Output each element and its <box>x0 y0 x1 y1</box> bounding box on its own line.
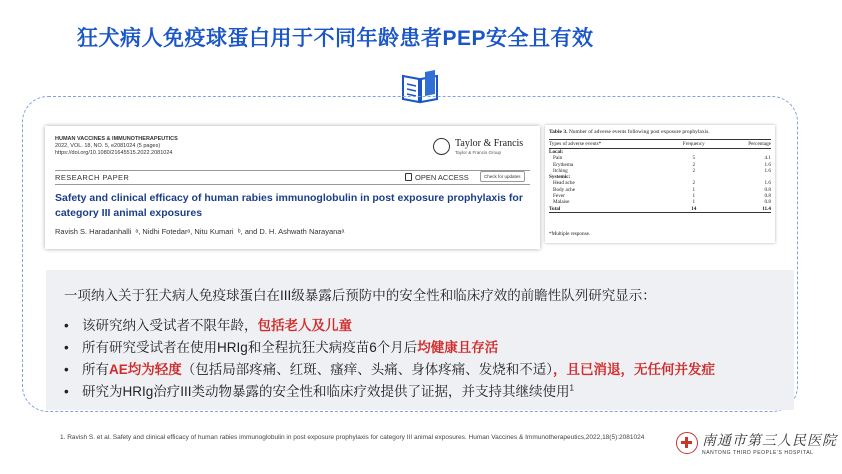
table-cell <box>719 149 771 156</box>
journal-issue: 2022, VOL. 18, NO. 5, e2081024 (5 pages) <box>55 143 161 149</box>
slide-title: 狂犬病人免疫球蛋白用于不同年龄患者PEP安全且有效 <box>77 27 594 50</box>
table-cell: 2 <box>692 167 696 174</box>
table-cell: Head ache <box>553 180 575 187</box>
divider <box>55 184 530 185</box>
table-note: *Multiple response. <box>549 231 591 237</box>
paper-authors: Ravish S. Haradanhalli ᵃ, Nidhi Fotedarᵃ, Nitu Kumari ᵇ, and D. H. Ashwath Narayanaᵃ <box>55 227 345 236</box>
table-cell: Systemic: <box>549 174 571 181</box>
table-cell: 14 <box>669 206 719 213</box>
table-cell: 2 <box>692 180 696 187</box>
bullet-icon: • <box>64 340 69 355</box>
table-cell: 1.6 <box>764 180 771 187</box>
bullet-emphasis: AE均为轻度 <box>109 362 182 377</box>
table-cell: Body ache <box>553 186 576 193</box>
bullet-emphasis: ，且已消退，无任何并发症 <box>553 362 716 377</box>
table-cell: Erythema <box>553 161 574 168</box>
open-access-label <box>405 173 469 182</box>
table-cell: Itching <box>553 167 568 174</box>
table-cell: 1.6 <box>764 161 771 168</box>
publisher-sub: Taylor & Francis Group <box>455 150 502 155</box>
adverse-events-table <box>545 125 775 243</box>
table-cell: Pain <box>553 155 563 162</box>
table-cell: Malaise <box>553 199 570 206</box>
table-caption <box>549 129 710 135</box>
table-row <box>549 149 771 156</box>
table-cell: 2 <box>692 161 696 168</box>
bullet-icon: • <box>64 318 69 333</box>
bullet-emphasis: 均健康且存活 <box>417 340 499 355</box>
table-cell: 1 <box>692 186 696 193</box>
table-cell: 11.4 <box>719 206 771 213</box>
article-type: RESEARCH PAPER <box>55 173 130 182</box>
hospital-logo <box>676 430 836 462</box>
journal-info <box>55 136 178 157</box>
list-item <box>64 336 498 356</box>
table-cell: 5 <box>692 155 696 162</box>
table-cell: Fever <box>553 193 565 200</box>
bullet-text: （包括局部疼痛、红斑、瘙痒、头痛、身体疼痛、发烧和不适） <box>181 362 554 377</box>
list-item <box>64 380 574 400</box>
summary-intro: 一项纳入关于狂犬病人免疫球蛋白在III级暴露后预防中的安全性和临床疗效的前瞻性队列研究显示： <box>64 288 656 303</box>
hospital-logo-icon <box>676 432 698 454</box>
footnote: 1. Ravish S. et al. Safety and clinical efficacy of human rabies immunoglobulin in post exposure prophylaxis for category III animal exposures. Human Vaccines & Immunotherapeutics,2022,18(5):2081024 <box>60 434 645 441</box>
paper-header-image <box>45 126 540 249</box>
table-cell: 0.8 <box>764 186 771 193</box>
list-item <box>64 314 352 334</box>
bullet-emphasis: 包括老人及儿童 <box>257 318 352 333</box>
journal-doi: https://doi.org/10.1080/21645515.2022.2081024 <box>55 150 173 156</box>
paper-title: Safety and clinical efficacy of human rabies immunoglobulin in post exposure prophylaxis for category III animal exposures <box>55 192 523 219</box>
publisher-logo-icon <box>433 138 450 155</box>
bullet-text: 研究为HRIg治疗III类动物暴露的安全性和临床疗效提供了证据，并支持其继续使用 <box>82 384 570 399</box>
open-access-text: OPEN ACCESS <box>415 173 469 182</box>
bullet-icon: • <box>64 384 69 399</box>
table-header: Percentage <box>719 140 771 149</box>
summary-panel <box>46 270 794 410</box>
table-caption-text: Number of adverse events following post exposure prophylaxis. <box>567 129 710 135</box>
journal-name: HUMAN VACCINES & IMMUNOTHERAPEUTICS <box>55 136 178 142</box>
table-cell: 0.8 <box>764 193 771 200</box>
table-header: Frequency <box>669 140 719 149</box>
table-row <box>549 206 771 213</box>
check-updates-badge: Check for updates <box>480 171 525 182</box>
hospital-name-en: NANTONG THIRD PEOPLE'S HOSPITAL <box>702 450 814 456</box>
list-item <box>64 358 715 378</box>
table-cell: Total <box>549 206 669 213</box>
table-header: Types of adverse events* <box>549 140 669 149</box>
table-cell: 1 <box>692 199 696 206</box>
publisher-logo <box>433 136 533 162</box>
table-cell: 1.6 <box>764 167 771 174</box>
table-cell: Local: <box>549 149 564 155</box>
table-cell: 0.8 <box>764 199 771 206</box>
publisher-name: Taylor & Francis <box>455 138 524 149</box>
table-cell: 1 <box>692 193 696 200</box>
bullet-text: 所有 <box>82 362 109 377</box>
table-cell <box>669 149 719 156</box>
table-cell: 4.1 <box>764 155 771 162</box>
divider <box>55 170 530 171</box>
bullet-icon: • <box>64 362 69 377</box>
table-grid <box>549 139 771 213</box>
lock-icon <box>405 173 412 181</box>
bullet-text: 所有研究受试者在使用HRIg和全程抗狂犬病疫苗6个月后 <box>82 340 418 355</box>
footnote-ref: 1 <box>569 383 574 393</box>
table-caption-label: Table 3. <box>549 129 568 135</box>
hospital-name-cn: 南通市第三人民医院 <box>702 433 837 449</box>
bullet-text: 该研究纳入受试者不限年龄， <box>82 318 258 333</box>
